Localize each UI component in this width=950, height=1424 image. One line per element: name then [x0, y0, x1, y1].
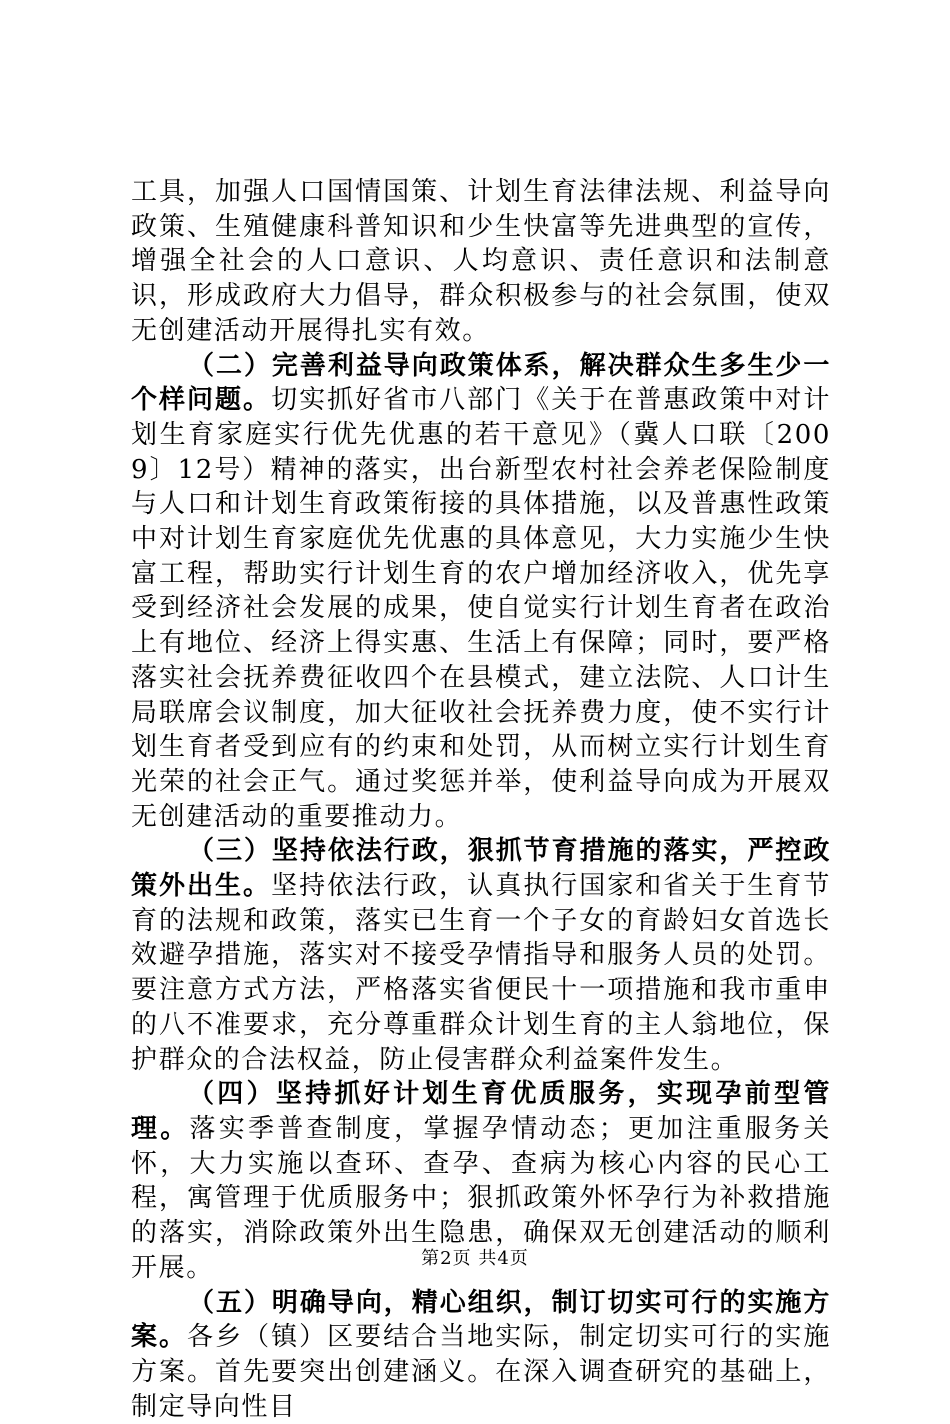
paragraph-text: 落实季普查制度，掌握孕情动态；更加注重服务关怀，大力实施以查环、查孕、查病为核心内容的民心工程，寓管理于优质服务中；狠抓政策外怀孕行为补救措施的落实，消除政策外出生隐患，确保双无创建活动的顺利开展。: [131, 1114, 831, 1283]
paragraph-text: 坚持依法行政，认真执行国家和省关于生育节育的法规和政策，落实已生育一个子女的育龄妇女首选长效避孕措施，落实对不接受孕情指导和服务人员的处罚。要注意方式方法，严格落实省便民十一项措施和我市重申的八不准要求，充分尊重群众计划生育的主人翁地位，保护群众的合法权益，防止侵害群众利益案件发生。: [131, 871, 831, 1075]
paragraph-text: 切实抓好省市八部门《关于在普惠政策中对计划生育家庭实行优先优惠的若干意见》（冀人口联〔2009〕12号）精神的落实，出台新型农村社会养老保险制度与人口和计划生育政策衔接的具体措施，以及普惠性政策中对计划生育家庭优先优惠的具体意见，大力实施少生快富工程，帮助实行计划生育的农户增加经济收入，优先享受到经济社会发展的成果，使自觉实行计划生育者在政治上有地位、经济上得实惠、生活上有保障；同时，要严格落实社会抚养费征收四个在县模式，建立法院、人口计生局联席会议制度，加大征收社会抚养费力度，使不实行计划生育者受到应有的约束和处罚，从而树立实行计划生育光荣的社会正气。通过奖惩并举，使利益导向成为开展双无创建活动的重要推动力。: [131, 385, 831, 831]
paragraph-section-5: [131, 1286, 831, 1424]
paragraph-text: 各乡（镇）区要结合当地实际，制定切实可行的实施方案。首先要突出创建涵义。在深入调查研究的基础上，制定导向性目: [131, 1322, 831, 1421]
paragraph-heading: （四）坚持抓好计划生育优质服务，实现孕前型管理。: [131, 1079, 831, 1144]
page-number-footer: 第2页 共4页: [0, 1244, 950, 1270]
paragraph-section-2: [131, 349, 831, 835]
paragraph-intro-continuation: [131, 175, 831, 349]
paragraph-text: 工具，加强人口国情国策、计划生育法律法规、利益导向政策、生殖健康科普知识和少生快富等先进典型的宣传，增强全社会的人口意识、人均意识、责任意识和法制意识，形成政府大力倡导，群众积极参与的社会氛围，使双无创建活动开展得扎实有效。: [131, 177, 831, 346]
paragraph-section-3: [131, 834, 831, 1077]
paragraph-heading: （三）坚持依法行政，狠抓节育措施的落实，严控政策外出生。: [131, 836, 831, 901]
document-body: [131, 175, 831, 1424]
paragraph-heading: （五）明确导向，精心组织，制订切实可行的实施方案。: [131, 1288, 831, 1353]
paragraph-heading: （二）完善利益导向政策体系，解决群众生多生少一个样问题。: [131, 351, 831, 416]
